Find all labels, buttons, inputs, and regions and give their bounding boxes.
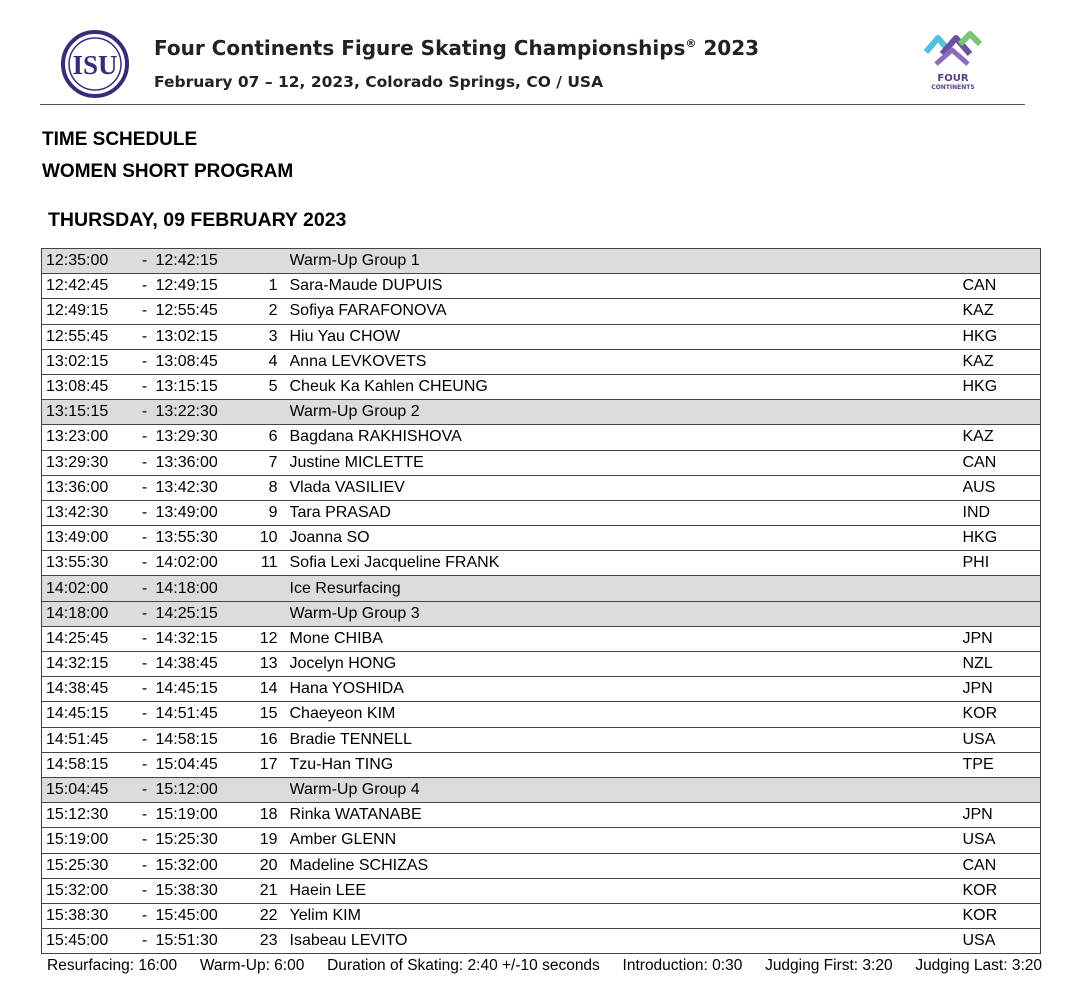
schedule-dash: -: [136, 500, 154, 525]
schedule-dash: -: [136, 601, 154, 626]
schedule-start-time: 14:58:15: [42, 752, 136, 777]
schedule-dash: -: [136, 299, 154, 324]
schedule-end-time: 13:49:00: [154, 500, 236, 525]
skater-name: Cheuk Ka Kahlen CHEUNG: [290, 374, 963, 399]
schedule-dash: -: [136, 677, 154, 702]
skater-name: Sofiya FARAFONOVA: [290, 299, 963, 324]
schedule-dash: -: [136, 475, 154, 500]
skater-nation: PHI: [963, 551, 1041, 576]
skater-name: Bradie TENNELL: [290, 727, 963, 752]
schedule-start-time: 14:45:15: [42, 702, 136, 727]
skater-nation: KOR: [963, 702, 1041, 727]
schedule-dash: -: [136, 274, 154, 299]
duration-info: Duration of Skating: 2:40 +/-10 seconds: [327, 957, 600, 974]
schedule-dash: -: [136, 853, 154, 878]
skater-name: Jocelyn HONG: [290, 652, 963, 677]
schedule-dash: -: [136, 652, 154, 677]
skater-start-number: 15: [236, 702, 290, 727]
skater-start-number: 19: [236, 828, 290, 853]
skater-name: Madeline SCHIZAS: [290, 853, 963, 878]
skater-name: Joanna SO: [290, 526, 963, 551]
skater-nation: USA: [963, 727, 1041, 752]
skater-start-number: 9: [236, 500, 290, 525]
schedule-end-time: 14:58:15: [154, 727, 236, 752]
schedule-group-row: [42, 576, 1041, 601]
skater-nation: CAN: [963, 450, 1041, 475]
schedule-dash: -: [136, 828, 154, 853]
schedule-end-time: 14:51:45: [154, 702, 236, 727]
schedule-row: [42, 274, 1041, 299]
skater-name: Vlada VASILIEV: [290, 475, 963, 500]
schedule-dash: -: [136, 349, 154, 374]
skater-nation: KOR: [963, 903, 1041, 928]
judging-first-info: Judging First: 3:20: [765, 957, 893, 974]
schedule-end-time: 14:25:15: [154, 601, 236, 626]
schedule-dash: -: [136, 400, 154, 425]
schedule-start-time: 13:02:15: [42, 349, 136, 374]
schedule-end-time: 13:29:30: [154, 425, 236, 450]
schedule-start-time: 13:55:30: [42, 551, 136, 576]
skater-start-number: [236, 576, 290, 601]
schedule-dash: -: [136, 727, 154, 752]
schedule-start-time: 12:35:00: [42, 249, 136, 274]
schedule-end-time: 13:42:30: [154, 475, 236, 500]
schedule-row: [42, 551, 1041, 576]
skater-start-number: 4: [236, 349, 290, 374]
schedule-start-time: 15:45:00: [42, 929, 136, 954]
schedule-footer: [47, 957, 1042, 975]
program-heading: WOMEN SHORT PROGRAM: [42, 161, 294, 182]
schedule-start-time: 14:02:00: [42, 576, 136, 601]
skater-nation: KAZ: [963, 349, 1041, 374]
skater-name: Mone CHIBA: [290, 626, 963, 651]
skater-start-number: 12: [236, 626, 290, 651]
skater-nation: [963, 777, 1041, 802]
schedule-dash: -: [136, 929, 154, 954]
schedule-start-time: 13:36:00: [42, 475, 136, 500]
document-header: [40, 20, 1025, 105]
schedule-row: [42, 425, 1041, 450]
schedule-start-time: 13:15:15: [42, 400, 136, 425]
skater-nation: USA: [963, 929, 1041, 954]
schedule-end-time: 14:32:15: [154, 626, 236, 651]
schedule-dash: -: [136, 702, 154, 727]
skater-start-number: 14: [236, 677, 290, 702]
schedule-start-time: 13:29:30: [42, 450, 136, 475]
schedule-end-time: 14:02:00: [154, 551, 236, 576]
schedule-row: [42, 702, 1041, 727]
skater-start-number: 11: [236, 551, 290, 576]
schedule-end-time: 15:04:45: [154, 752, 236, 777]
skater-nation: JPN: [963, 803, 1041, 828]
skater-start-number: 22: [236, 903, 290, 928]
schedule-start-time: 15:32:00: [42, 878, 136, 903]
schedule-start-time: 13:42:30: [42, 500, 136, 525]
skater-nation: IND: [963, 500, 1041, 525]
skater-nation: KAZ: [963, 425, 1041, 450]
schedule-row: [42, 878, 1041, 903]
event-title: Four Continents Figure Skating Championships® 2023: [154, 36, 760, 60]
skater-name: Rinka WATANABE: [290, 803, 963, 828]
skater-nation: [963, 601, 1041, 626]
skater-start-number: 16: [236, 727, 290, 752]
skater-name: Sara-Maude DUPUIS: [290, 274, 963, 299]
schedule-end-time: 15:51:30: [154, 929, 236, 954]
skater-start-number: 1: [236, 274, 290, 299]
schedule-dash: -: [136, 777, 154, 802]
schedule-start-time: 13:08:45: [42, 374, 136, 399]
schedule-end-time: 13:02:15: [154, 324, 236, 349]
schedule-row: [42, 929, 1041, 954]
skater-start-number: 8: [236, 475, 290, 500]
schedule-dash: -: [136, 878, 154, 903]
schedule-row: [42, 626, 1041, 651]
skater-name: Warm-Up Group 1: [290, 249, 963, 274]
isu-logo: [60, 29, 130, 99]
skater-name: Amber GLENN: [290, 828, 963, 853]
event-subtitle: February 07 – 12, 2023, Colorado Springs, CO / USA: [154, 73, 604, 91]
schedule-start-time: 15:12:30: [42, 803, 136, 828]
date-heading: THURSDAY, 09 FEBRUARY 2023: [48, 209, 347, 231]
skater-nation: CAN: [963, 274, 1041, 299]
schedule-dash: -: [136, 752, 154, 777]
schedule-end-time: 12:42:15: [154, 249, 236, 274]
schedule-start-time: 15:04:45: [42, 777, 136, 802]
schedule-dash: -: [136, 450, 154, 475]
skater-nation: [963, 249, 1041, 274]
warmup-info: Warm-Up: 6:00: [199, 957, 305, 974]
skater-nation: USA: [963, 828, 1041, 853]
skater-start-number: 23: [236, 929, 290, 954]
schedule-end-time: 13:15:15: [154, 374, 236, 399]
schedule-row: [42, 324, 1041, 349]
introduction-info: Introduction: 0:30: [622, 957, 743, 974]
skater-name: Warm-Up Group 2: [290, 400, 963, 425]
skater-nation: HKG: [963, 526, 1041, 551]
schedule-row: [42, 500, 1041, 525]
schedule-row: [42, 652, 1041, 677]
schedule-row: [42, 450, 1041, 475]
schedule-row: [42, 828, 1041, 853]
skater-nation: AUS: [963, 475, 1041, 500]
schedule-start-time: 14:25:45: [42, 626, 136, 651]
schedule-end-time: 15:45:00: [154, 903, 236, 928]
skater-name: Hiu Yau CHOW: [290, 324, 963, 349]
schedule-end-time: 15:12:00: [154, 777, 236, 802]
skater-name: Sofia Lexi Jacqueline FRANK: [290, 551, 963, 576]
schedule-table: [41, 248, 1041, 954]
skater-nation: KOR: [963, 878, 1041, 903]
schedule-row: [42, 853, 1041, 878]
schedule-row: [42, 752, 1041, 777]
schedule-start-time: 14:18:00: [42, 601, 136, 626]
schedule-row: [42, 349, 1041, 374]
skater-start-number: 13: [236, 652, 290, 677]
schedule-group-row: [42, 249, 1041, 274]
schedule-end-time: 14:38:45: [154, 652, 236, 677]
skater-name: Warm-Up Group 3: [290, 601, 963, 626]
judging-last-info: Judging Last: 3:20: [915, 957, 1042, 974]
schedule-dash: -: [136, 576, 154, 601]
schedule-dash: -: [136, 626, 154, 651]
skater-name: Tzu-Han TING: [290, 752, 963, 777]
skater-start-number: [236, 777, 290, 802]
skater-start-number: 6: [236, 425, 290, 450]
skater-start-number: 17: [236, 752, 290, 777]
skater-start-number: 5: [236, 374, 290, 399]
schedule-row: [42, 727, 1041, 752]
skater-name: Warm-Up Group 4: [290, 777, 963, 802]
skater-nation: JPN: [963, 626, 1041, 651]
skater-name: Anna LEVKOVETS: [290, 349, 963, 374]
schedule-start-time: 12:42:45: [42, 274, 136, 299]
skater-nation: NZL: [963, 652, 1041, 677]
skater-name: Tara PRASAD: [290, 500, 963, 525]
skater-start-number: [236, 249, 290, 274]
schedule-group-row: [42, 777, 1041, 802]
schedule-end-time: 15:19:00: [154, 803, 236, 828]
skater-name: Hana YOSHIDA: [290, 677, 963, 702]
skater-name: Ice Resurfacing: [290, 576, 963, 601]
skater-nation: [963, 576, 1041, 601]
four-continents-brand: FOUR CONTINENTS: [931, 73, 975, 91]
schedule-dash: -: [136, 324, 154, 349]
schedule-row: [42, 374, 1041, 399]
schedule-start-time: 15:38:30: [42, 903, 136, 928]
skater-name: Haein LEE: [290, 878, 963, 903]
skater-start-number: [236, 400, 290, 425]
isu-logo-text: ISU: [72, 50, 118, 80]
skater-start-number: [236, 601, 290, 626]
schedule-end-time: 13:36:00: [154, 450, 236, 475]
schedule-start-time: 14:51:45: [42, 727, 136, 752]
schedule-start-time: 12:55:45: [42, 324, 136, 349]
skater-nation: HKG: [963, 324, 1041, 349]
skater-start-number: 2: [236, 299, 290, 324]
schedule-end-time: 14:45:15: [154, 677, 236, 702]
skater-nation: KAZ: [963, 299, 1041, 324]
schedule-dash: -: [136, 551, 154, 576]
schedule-dash: -: [136, 526, 154, 551]
skater-name: Yelim KIM: [290, 903, 963, 928]
schedule-end-time: 15:32:00: [154, 853, 236, 878]
schedule-dash: -: [136, 374, 154, 399]
skater-start-number: 3: [236, 324, 290, 349]
skater-nation: JPN: [963, 677, 1041, 702]
schedule-row: [42, 903, 1041, 928]
schedule-row: [42, 299, 1041, 324]
schedule-start-time: 14:32:15: [42, 652, 136, 677]
skater-name: Bagdana RAKHISHOVA: [290, 425, 963, 450]
schedule-end-time: 12:49:15: [154, 274, 236, 299]
schedule-dash: -: [136, 249, 154, 274]
schedule-row: [42, 475, 1041, 500]
skater-nation: CAN: [963, 853, 1041, 878]
schedule-dash: -: [136, 425, 154, 450]
schedule-dash: -: [136, 803, 154, 828]
skater-name: Chaeyeon KIM: [290, 702, 963, 727]
schedule-end-time: 12:55:45: [154, 299, 236, 324]
skater-start-number: 18: [236, 803, 290, 828]
skater-nation: [963, 400, 1041, 425]
schedule-start-time: 12:49:15: [42, 299, 136, 324]
schedule-end-time: 13:08:45: [154, 349, 236, 374]
schedule-start-time: 13:23:00: [42, 425, 136, 450]
schedule-start-time: 13:49:00: [42, 526, 136, 551]
skater-start-number: 20: [236, 853, 290, 878]
skater-start-number: 7: [236, 450, 290, 475]
schedule-row: [42, 677, 1041, 702]
schedule-end-time: 13:22:30: [154, 400, 236, 425]
skater-start-number: 10: [236, 526, 290, 551]
schedule-start-time: 15:19:00: [42, 828, 136, 853]
schedule-start-time: 14:38:45: [42, 677, 136, 702]
schedule-end-time: 15:38:30: [154, 878, 236, 903]
schedule-heading: TIME SCHEDULE: [42, 129, 198, 150]
schedule-dash: -: [136, 903, 154, 928]
schedule-end-time: 14:18:00: [154, 576, 236, 601]
schedule-row: [42, 526, 1041, 551]
skater-nation: HKG: [963, 374, 1041, 399]
schedule-end-time: 13:55:30: [154, 526, 236, 551]
skater-start-number: 21: [236, 878, 290, 903]
schedule-group-row: [42, 400, 1041, 425]
skater-name: Isabeau LEVITO: [290, 929, 963, 954]
schedule-group-row: [42, 601, 1041, 626]
skater-name: Justine MICLETTE: [290, 450, 963, 475]
skater-nation: TPE: [963, 752, 1041, 777]
schedule-start-time: 15:25:30: [42, 853, 136, 878]
schedule-row: [42, 803, 1041, 828]
schedule-end-time: 15:25:30: [154, 828, 236, 853]
resurfacing-info: Resurfacing: 16:00: [47, 957, 178, 974]
